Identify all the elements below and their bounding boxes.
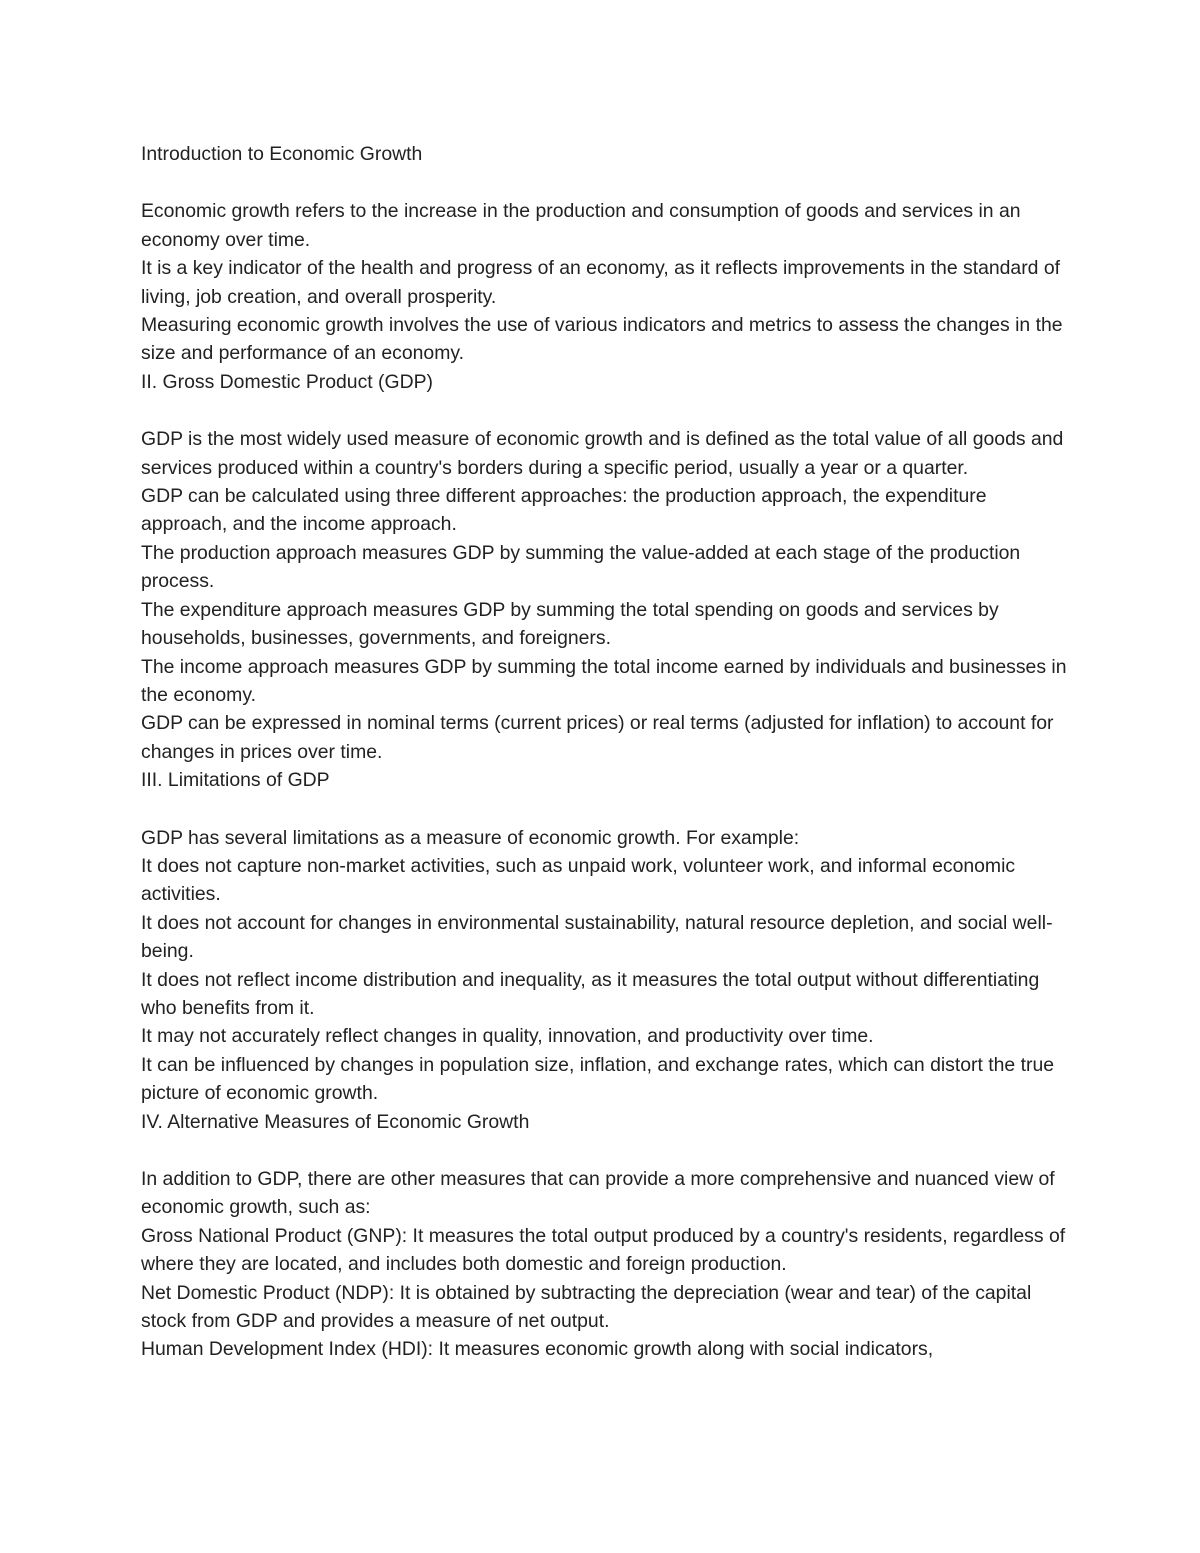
alternatives-paragraph: In addition to GDP, there are other measures that can provide a more comprehensive and nuanced view of economic growth, such as: bbox=[141, 1168, 1055, 1219]
blank-line bbox=[141, 1136, 1071, 1165]
blank-line bbox=[141, 168, 1071, 197]
intro-paragraph: Economic growth refers to the increase in the production and consumption of goods and services in an economy over time. bbox=[141, 200, 1021, 251]
limitations-paragraph: It may not accurately reflect changes in quality, innovation, and productivity over time. bbox=[141, 1025, 874, 1048]
limitations-paragraph: It can be influenced by changes in population size, inflation, and exchange rates, which can distort the true picture of economic growth. bbox=[141, 1053, 1055, 1105]
document-title: Introduction to Economic Growth bbox=[141, 143, 423, 165]
gdp-paragraph: GDP can be calculated using three different approaches: the production approach, the expenditure approach, and the income approach. bbox=[141, 485, 987, 536]
blank-line bbox=[141, 795, 1071, 824]
gdp-paragraph: GDP is the most widely used measure of economic growth and is defined as the total value of all goods and services produced within a country's borders during a specific period, usually a year or a quarter. bbox=[141, 428, 1064, 479]
gdp-paragraph: The income approach measures GDP by summing the total income earned by individuals and businesses in the economy. bbox=[141, 655, 1067, 706]
intro-paragraph: Measuring economic growth involves the use of various indicators and metrics to assess the changes in the size and performance of an economy. bbox=[141, 314, 1063, 365]
gdp-paragraph: The expenditure approach measures GDP by summing the total spending on goods and services by households, businesses, governments, and foreigners. bbox=[141, 598, 999, 650]
gdp-paragraph: The production approach measures GDP by summing the value-added at each stage of the production process. bbox=[141, 541, 1021, 593]
intro-paragraph: It is a key indicator of the health and progress of an economy, as it reflects improvements in the standard of living, job creation, and overall prosperity. bbox=[141, 257, 1061, 308]
section-heading-alternatives: IV. Alternative Measures of Economic Growth bbox=[141, 1110, 530, 1133]
limitations-paragraph: It does not capture non-market activities, such as unpaid work, volunteer work, and informal economic activities. bbox=[141, 854, 1016, 906]
limitations-paragraph: GDP has several limitations as a measure of economic growth. For example: bbox=[141, 826, 800, 849]
blank-line bbox=[141, 396, 1071, 425]
document-page bbox=[141, 140, 1071, 1364]
alternatives-paragraph: Human Development Index (HDI): It measures economic growth along with social indicators, bbox=[141, 1338, 934, 1361]
alternatives-paragraph: Net Domestic Product (NDP): It is obtained by subtracting the depreciation (wear and tear) of the capital stock from GDP and provides a measure of net output. bbox=[141, 1281, 1032, 1333]
limitations-paragraph: It does not reflect income distribution and inequality, as it measures the total output without differentiating who benefits from it. bbox=[141, 968, 1040, 1019]
alternatives-paragraph: Gross National Product (GNP): It measures the total output produced by a country's residents, regardless of where they are located, and includes both domestic and foreign production. bbox=[141, 1224, 1066, 1276]
section-heading-limitations: III. Limitations of GDP bbox=[141, 769, 330, 792]
gdp-paragraph: GDP can be expressed in nominal terms (current prices) or real terms (adjusted for inflation) to account for changes in prices over time. bbox=[141, 712, 1054, 763]
section-heading-gdp: II. Gross Domestic Product (GDP) bbox=[141, 370, 433, 393]
limitations-paragraph: It does not account for changes in environmental sustainability, natural resource depletion, and social well-being. bbox=[141, 911, 1053, 963]
